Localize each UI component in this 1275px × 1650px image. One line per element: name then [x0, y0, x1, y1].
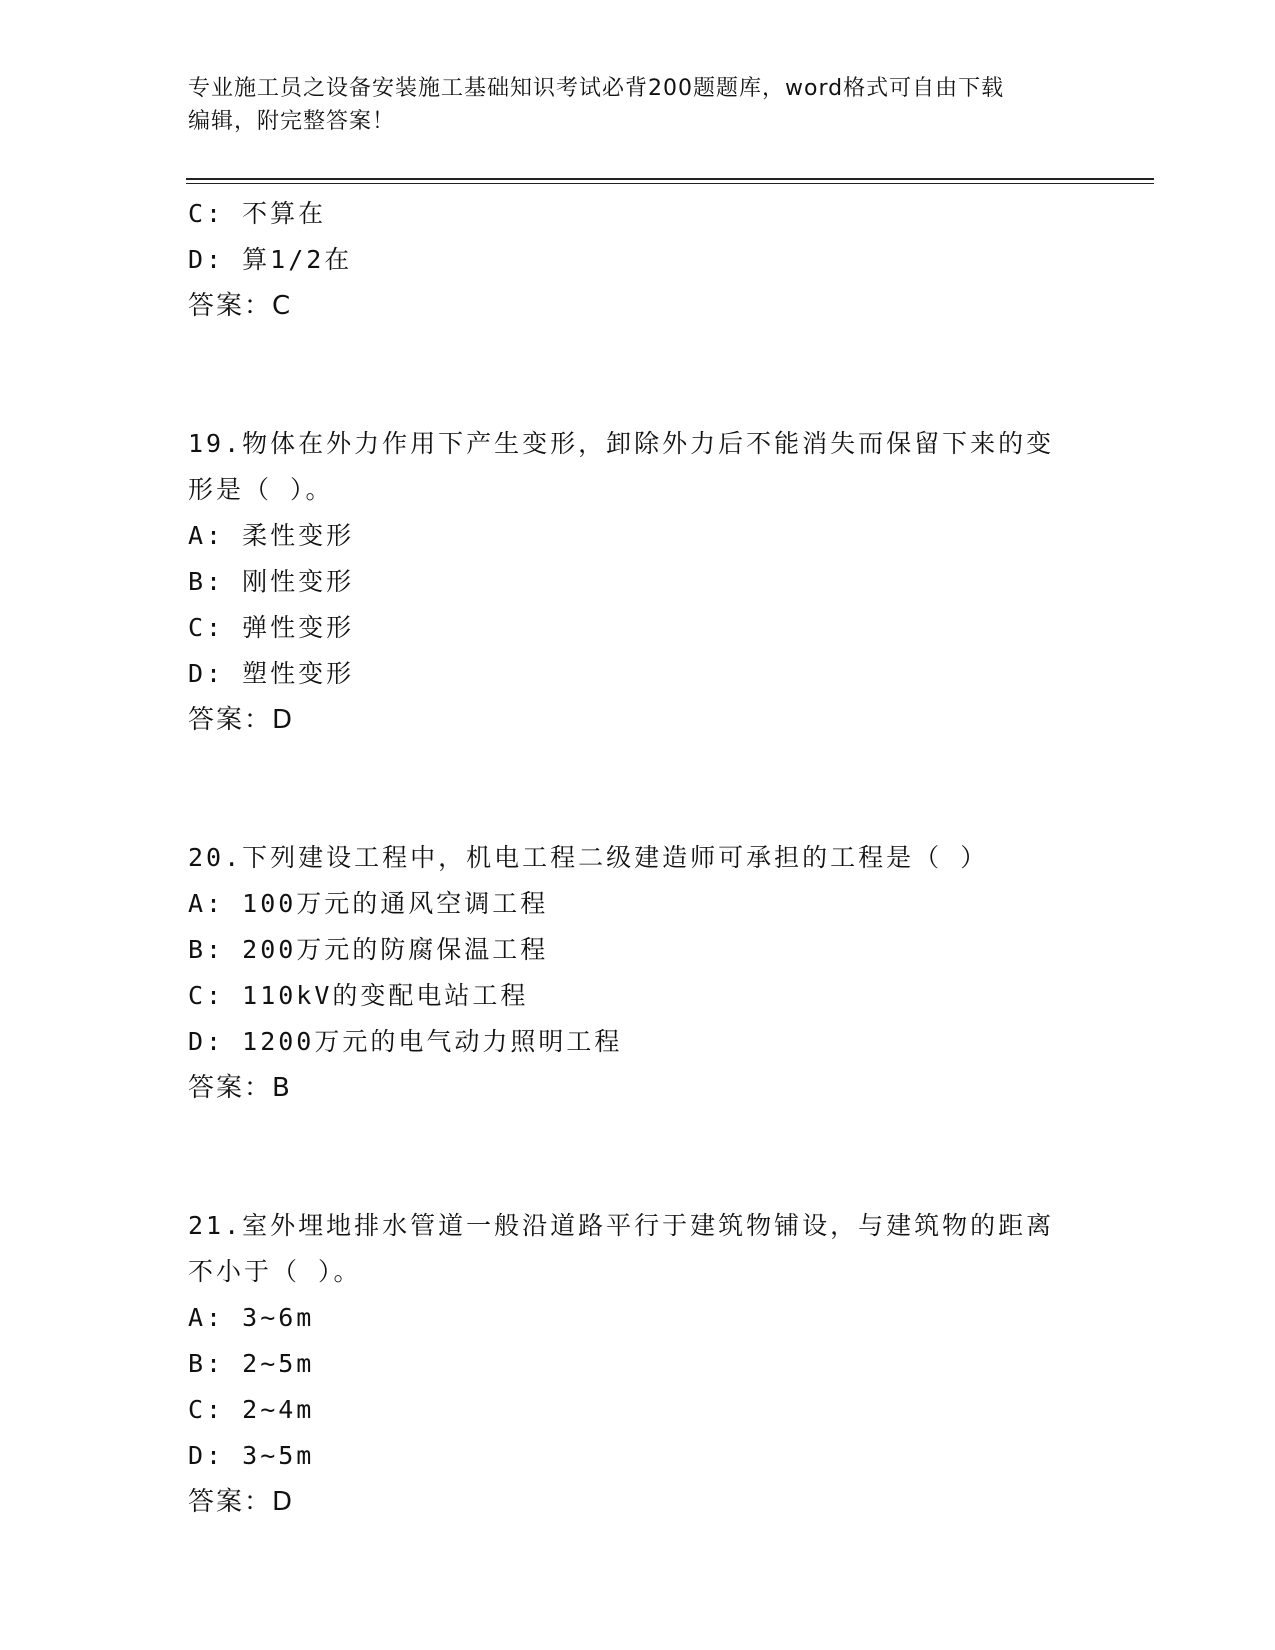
header-line-1: 专业施工员之设备安装施工基础知识考试必背200题题库，word格式可自由下载	[188, 76, 1005, 101]
option-c: C: 110kV的变配电站工程	[188, 981, 529, 1010]
option-a: A: 3~6m	[188, 1303, 315, 1332]
option-d: D: 塑性变形	[188, 659, 355, 688]
answer: 答案：D	[188, 1487, 295, 1517]
option-a: A: 100万元的通风空调工程	[188, 889, 549, 918]
option-d: D: 3~5m	[188, 1441, 315, 1470]
question-stem-line-1: 19.物体在外力作用下产生变形，卸除外力后不能消失而保留下来的变	[188, 429, 1055, 458]
option-b: B: 2~5m	[188, 1349, 315, 1378]
answer: 答案：B	[188, 1073, 292, 1103]
header-line-2: 编辑，附完整答案！	[188, 109, 396, 134]
question-stem-line-1: 20.下列建设工程中，机电工程二级建造师可承担的工程是（ ）	[188, 843, 989, 872]
answer: 答案：C	[188, 291, 293, 321]
question-18	[188, 191, 1088, 329]
question-list	[188, 191, 1088, 1525]
option-a: A: 柔性变形	[188, 521, 355, 550]
document-header	[188, 72, 1068, 138]
header-rule-thin	[186, 183, 1154, 184]
question-19	[188, 421, 1088, 743]
spacer	[188, 329, 1088, 421]
option-b: B: 200万元的防腐保温工程	[188, 935, 549, 964]
answer: 答案：D	[188, 705, 295, 735]
question-20	[188, 835, 1088, 1111]
question-stem-line-1: 21.室外埋地排水管道一般沿道路平行于建筑物铺设，与建筑物的距离	[188, 1211, 1055, 1240]
option-c: C: 2~4m	[188, 1395, 315, 1424]
spacer	[188, 1111, 1088, 1203]
spacer	[188, 743, 1088, 835]
question-stem-line-2: 形是（ ）。	[188, 475, 334, 504]
option-c: C: 弹性变形	[188, 613, 355, 642]
option-d: D: 算1/2在	[188, 245, 353, 274]
option-c: C: 不算在	[188, 199, 327, 228]
option-b: B: 刚性变形	[188, 567, 355, 596]
question-stem-line-2: 不小于（ ）。	[188, 1257, 362, 1286]
option-d: D: 1200万元的电气动力照明工程	[188, 1027, 623, 1056]
header-rule-thick	[186, 178, 1154, 180]
question-21	[188, 1203, 1088, 1525]
